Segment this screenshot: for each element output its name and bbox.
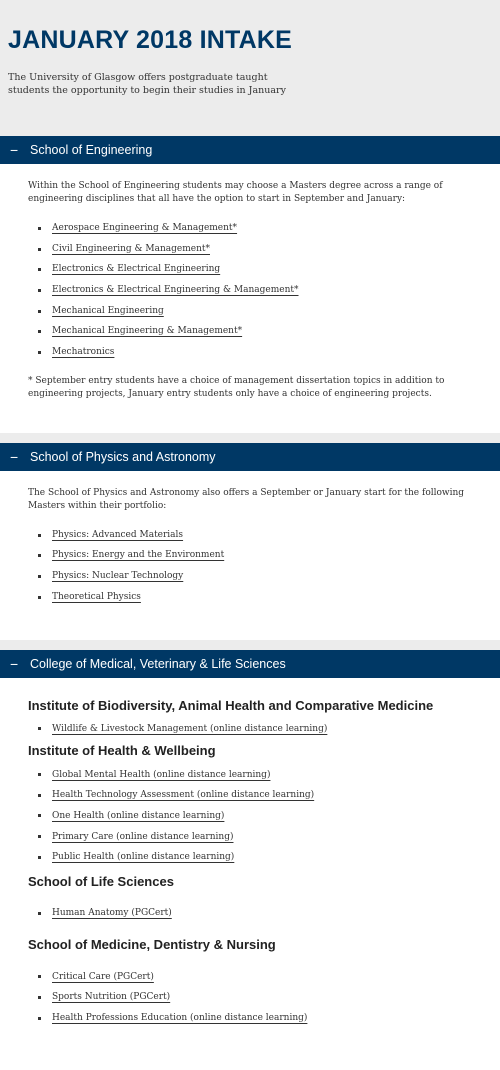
accordion-title: College of Medical, Veterinary & Life Sciences <box>30 656 286 671</box>
bullet-icon <box>38 534 41 537</box>
bullet-icon <box>38 575 41 578</box>
accordion-title: School of Physics and Astronomy <box>30 449 216 464</box>
list-item <box>28 239 472 260</box>
list-item <box>28 987 472 1008</box>
institute-link-list <box>28 966 472 1028</box>
programme-link[interactable]: Human Anatomy (PGCert) <box>52 908 172 919</box>
bullet-icon <box>38 554 41 557</box>
programme-link[interactable]: One Health (online distance learning) <box>52 810 225 821</box>
list-item <box>28 785 472 806</box>
list-item <box>28 566 472 587</box>
physics-description: The School of Physics and Astronomy also offers a September or January start for the following Masters within their portfolio: <box>28 487 465 511</box>
institute-link-list <box>28 719 472 740</box>
list-item <box>28 764 472 785</box>
list-item <box>28 1008 472 1029</box>
list-item <box>28 342 472 363</box>
list-item <box>28 826 472 847</box>
programme-link[interactable]: Physics: Advanced Materials <box>52 529 184 540</box>
bullet-icon <box>38 912 41 915</box>
programme-link[interactable]: Aerospace Engineering & Management* <box>52 222 238 233</box>
bullet-icon <box>38 289 41 292</box>
bullet-icon <box>38 596 41 599</box>
mvls-panel <box>0 678 500 1051</box>
section-divider <box>0 433 500 443</box>
list-item <box>28 301 472 322</box>
list-item <box>28 259 472 280</box>
programme-link[interactable]: Public Health (online distance learning) <box>52 852 235 863</box>
programme-link[interactable]: Wildlife & Livestock Management (online distance learning) <box>52 723 328 734</box>
bullet-icon <box>38 996 41 999</box>
collapse-icon: − <box>10 655 19 672</box>
institute-heading: Institute of Health & Wellbeing <box>28 743 216 759</box>
list-item <box>28 966 472 987</box>
programme-link[interactable]: Mechatronics <box>52 346 115 357</box>
institute-heading: School of Life Sciences <box>28 873 174 889</box>
programme-link[interactable]: Health Professions Education (online distance learning) <box>52 1013 308 1024</box>
institute-heading: Institute of Biodiversity, Animal Health and Comparative Medicine <box>28 697 434 713</box>
programme-link[interactable]: Mechanical Engineering & Management* <box>52 326 243 337</box>
list-item <box>28 587 472 608</box>
bullet-icon <box>38 268 41 271</box>
page-title: JANUARY 2018 INTAKE <box>8 26 292 54</box>
accordion-header-engineering[interactable] <box>0 136 500 164</box>
list-item <box>28 806 472 827</box>
programme-link[interactable]: Mechanical Engineering <box>52 305 164 316</box>
section-divider <box>0 640 500 650</box>
list-item <box>28 321 472 342</box>
accordion-header-physics[interactable] <box>0 443 500 471</box>
bullet-icon <box>38 794 41 797</box>
engineering-link-list <box>28 218 472 363</box>
engineering-footnote: * September entry students have a choice of management dissertation topics in addition to engineering projects, January entry students only have a choice of engineering projects. <box>28 375 445 399</box>
programme-link[interactable]: Electronics & Electrical Engineering & Management* <box>52 284 299 295</box>
bullet-icon <box>38 330 41 333</box>
intro-text: The University of Glasgow offers postgraduate taught students the opportunity to begin their studies in January <box>8 72 286 96</box>
bullet-icon <box>38 814 41 817</box>
programme-link[interactable]: Electronics & Electrical Engineering <box>52 264 221 275</box>
physics-link-list <box>28 525 472 608</box>
programme-link[interactable]: Critical Care (PGCert) <box>52 971 154 982</box>
programme-link[interactable]: Civil Engineering & Management* <box>52 243 210 254</box>
intro-box <box>0 0 500 136</box>
engineering-panel <box>0 164 500 433</box>
bullet-icon <box>38 227 41 230</box>
programme-link[interactable]: Theoretical Physics <box>52 591 141 602</box>
list-item <box>28 218 472 239</box>
programme-link[interactable]: Health Technology Assessment (online distance learning) <box>52 790 315 801</box>
bullet-icon <box>38 835 41 838</box>
bullet-icon <box>38 975 41 978</box>
programme-link[interactable]: Primary Care (online distance learning) <box>52 831 234 842</box>
bullet-icon <box>38 727 41 730</box>
bullet-icon <box>38 310 41 313</box>
bullet-icon <box>38 351 41 354</box>
list-item <box>28 847 472 868</box>
list-item <box>28 525 472 546</box>
list-item <box>28 719 472 740</box>
collapse-icon: − <box>10 142 19 158</box>
list-item <box>28 546 472 567</box>
institute-link-list <box>28 903 472 924</box>
programme-link[interactable]: Global Mental Health (online distance learning) <box>52 769 271 780</box>
bullet-icon <box>38 1017 41 1020</box>
programme-link[interactable]: Sports Nutrition (PGCert) <box>52 992 171 1003</box>
programme-link[interactable]: Physics: Nuclear Technology <box>52 571 184 582</box>
accordion-title: School of Engineering <box>30 143 153 157</box>
institute-heading: School of Medicine, Dentistry & Nursing <box>28 937 276 953</box>
accordion-header-mvls[interactable] <box>0 650 500 678</box>
bullet-icon <box>38 248 41 251</box>
bullet-icon <box>38 773 41 776</box>
engineering-description: Within the School of Engineering students may choose a Masters degree across a range of engineering disciplines that all have the option to start in September and January: <box>28 181 443 204</box>
physics-panel <box>0 471 500 640</box>
list-item <box>28 280 472 301</box>
list-item <box>28 903 472 924</box>
bullet-icon <box>38 856 41 859</box>
collapse-icon: − <box>10 448 19 465</box>
institute-link-list <box>28 764 472 867</box>
programme-link[interactable]: Physics: Energy and the Environment <box>52 550 225 561</box>
